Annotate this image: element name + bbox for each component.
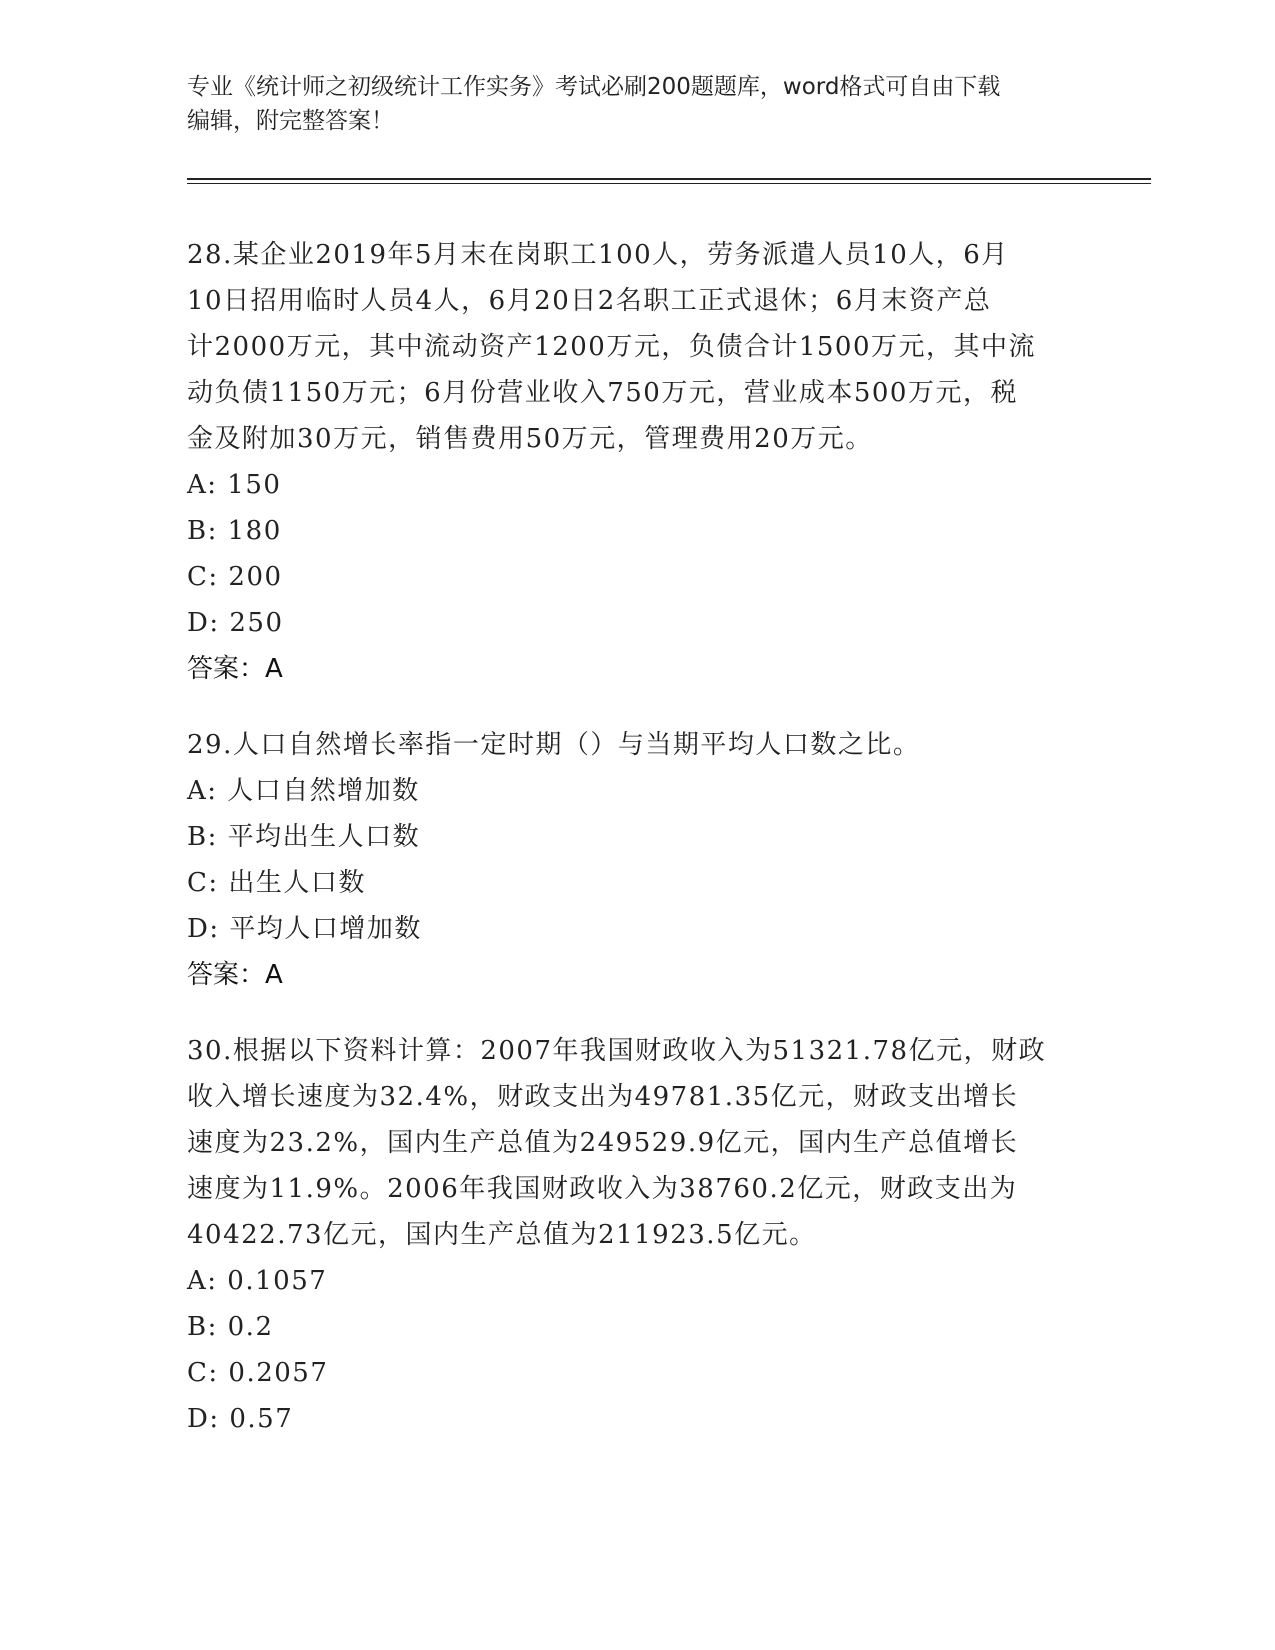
option-a: A: 0.1057 xyxy=(187,1266,328,1296)
option-b: B: 平均出生人口数 xyxy=(187,822,421,852)
question-stem-line: 28.某企业2019年5月末在岗职工100人，劳务派遣人员10人，6月 xyxy=(187,240,1009,270)
question-stem-line: 速度为11.9%。2006年我国财政收入为38760.2亿元，财政支出为 xyxy=(187,1174,1018,1204)
answer-line: 答案：A xyxy=(187,654,283,684)
option-b: B: 180 xyxy=(187,516,282,546)
question-stem-line: 29.人口自然增长率指一定时期（）与当期平均人口数之比。 xyxy=(187,730,921,760)
question-29 xyxy=(187,722,1087,998)
question-list xyxy=(187,232,1087,1472)
document-header xyxy=(187,70,1067,138)
question-stem-line: 收入增长速度为32.4%，财政支出为49781.35亿元，财政支出增长 xyxy=(187,1082,1019,1112)
option-d: D: 250 xyxy=(187,608,284,638)
header-divider-thick xyxy=(187,178,1151,180)
question-stem-line: 40422.73亿元，国内生产总值为211923.5亿元。 xyxy=(187,1220,817,1250)
question-stem-line: 动负债1150万元；6月份营业收入750万元，营业成本500万元，税 xyxy=(187,378,1018,408)
question-stem-line: 30.根据以下资料计算：2007年我国财政收入为51321.78亿元，财政 xyxy=(187,1036,1047,1066)
option-b: B: 0.2 xyxy=(187,1312,274,1342)
option-c: C: 0.2057 xyxy=(187,1358,329,1388)
question-stem-line: 计2000万元，其中流动资产1200万元，负债合计1500万元，其中流 xyxy=(187,332,1037,362)
option-c: C: 出生人口数 xyxy=(187,868,366,898)
header-line-2: 编辑，附完整答案！ xyxy=(187,108,394,134)
question-stem-line: 速度为23.2%，国内生产总值为249529.9亿元，国内生产总值增长 xyxy=(187,1128,1019,1158)
option-d: D: 平均人口增加数 xyxy=(187,914,422,944)
option-d: D: 0.57 xyxy=(187,1404,294,1434)
option-c: C: 200 xyxy=(187,562,283,592)
option-a: A: 150 xyxy=(187,470,282,500)
option-a: A: 人口自然增加数 xyxy=(187,776,420,806)
question-stem-line: 金及附加30万元，销售费用50万元，管理费用20万元。 xyxy=(187,424,873,454)
header-line-1: 专业《统计师之初级统计工作实务》考试必刷200题题库，word格式可自由下载 xyxy=(187,74,1001,100)
header-divider-thin xyxy=(187,183,1151,184)
question-30 xyxy=(187,1028,1087,1442)
question-stem-line: 10日招用临时人员4人，6月20日2名职工正式退休；6月末资产总 xyxy=(187,286,992,316)
question-28 xyxy=(187,232,1087,692)
answer-line: 答案：A xyxy=(187,960,283,990)
